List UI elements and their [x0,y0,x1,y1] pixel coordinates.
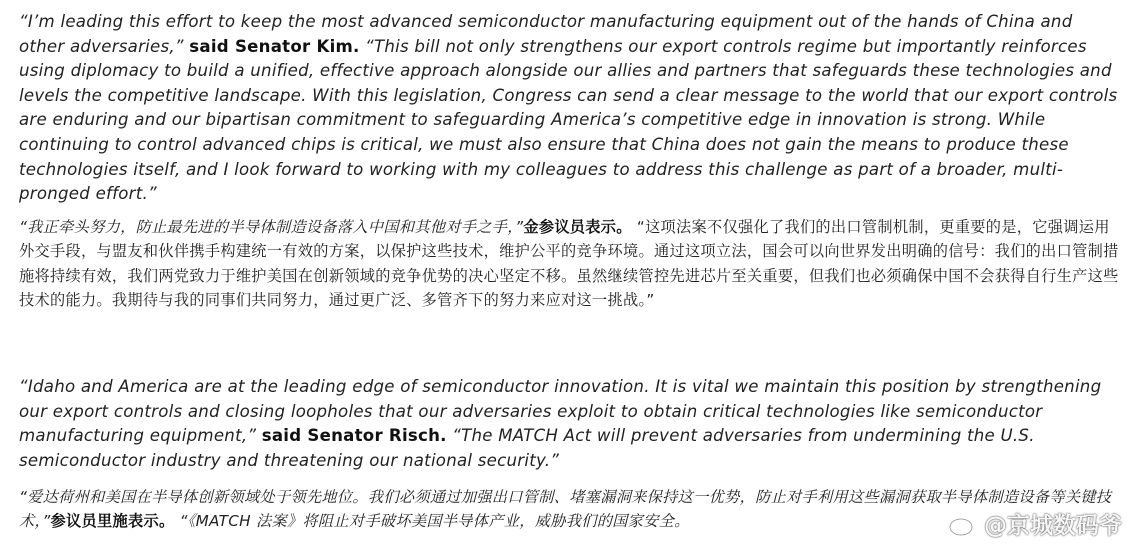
risch-quote-part-2: “The MATCH Act will prevent adversaries from undermining the U.S. semiconductor industry and threatening our national security.” [19,426,1035,470]
weibo-watermark [948,507,1122,540]
risch-quote-part-1: “Idaho and America are at the leading edge of semiconductor innovation. It is vital we maintain this position by strengthening our export controls and closing loopholes that our adversaries exploit to obtain critical technologies like semiconductor manufacturing equipment,” [19,377,1102,446]
risch-quote-zh-part-2: “《MATCH 法案》将阻止对手破坏美国半导体产业，威胁我们的国家安全。 [179,512,690,531]
risch-attribution-zh: 参议员里施表示。 [50,512,175,531]
paragraph-risch-english [19,375,1119,473]
kim-quote-part-2: “This bill not only strengthens our export controls regime but importantly reinforces using diplomacy to build a unified, effective approach alongside our allies and partners that safeguards these technologies and levels the competitive landscape. With this legislation, Congress can send a clear message to the world that our export controls are enduring and our bipartisan commitment to safeguarding America’s competitive edge in innovation is strong. While continuing to control advanced chips is critical, we must also ensure that China does not gain the means to produce these technologies itself, and I look forward to working with my colleagues to address this challenge as part of a broader, multi-pronged effort.” [19,36,1118,204]
kim-attribution-zh: 金参议员表示。 [523,218,632,236]
watermark-text: @京城数码爷 [984,513,1122,539]
kim-attribution: said Senator Kim. [189,36,360,56]
kim-quote-part-1: “I’m leading this effort to keep the most advanced semiconductor manufacturing equipment out of the hands of China and other adversaries,” [19,12,1073,56]
risch-attribution: said Senator Risch. [261,426,447,446]
kim-quote-zh-part-2: “这项法案不仅强化了我们的出口管制机制，更重要的是，它强调运用外交手段，与盟友和伙伴携手构建统一有效的方案，以保护这些技术，维护公平的竞争环境。通过这项立法，国会可以向世界发出明确的信号：我们的出口管制措施将持续有效，我们两党致力于维护美国在创新领域的竞争优势的决心坚定不移。虽然继续管控先进芯片至关重要，但我们也必须确保中国不会获得自行生产这些技术的能力。我期待与我的同事们共同努力，通过更广泛、多管齐下的努力来应对这一挑战。” [19,218,1119,310]
weibo-logo-icon [948,510,980,538]
kim-quote-zh-part-1: “我正牵头努力，防止最先进的半导体制造设备落入中国和其他对手之手，” [19,218,524,236]
paragraph-kim-chinese [19,215,1119,313]
paragraph-kim-english [19,10,1119,207]
risch-quote-zh-part-1: “爱达荷州和美国在半导体创新领域处于领先地位。我们必须通过加强出口管制、堵塞漏洞来保持这一优势，防止对手利用这些漏洞获取半导体制造设备等关键技术，” [19,488,1112,531]
